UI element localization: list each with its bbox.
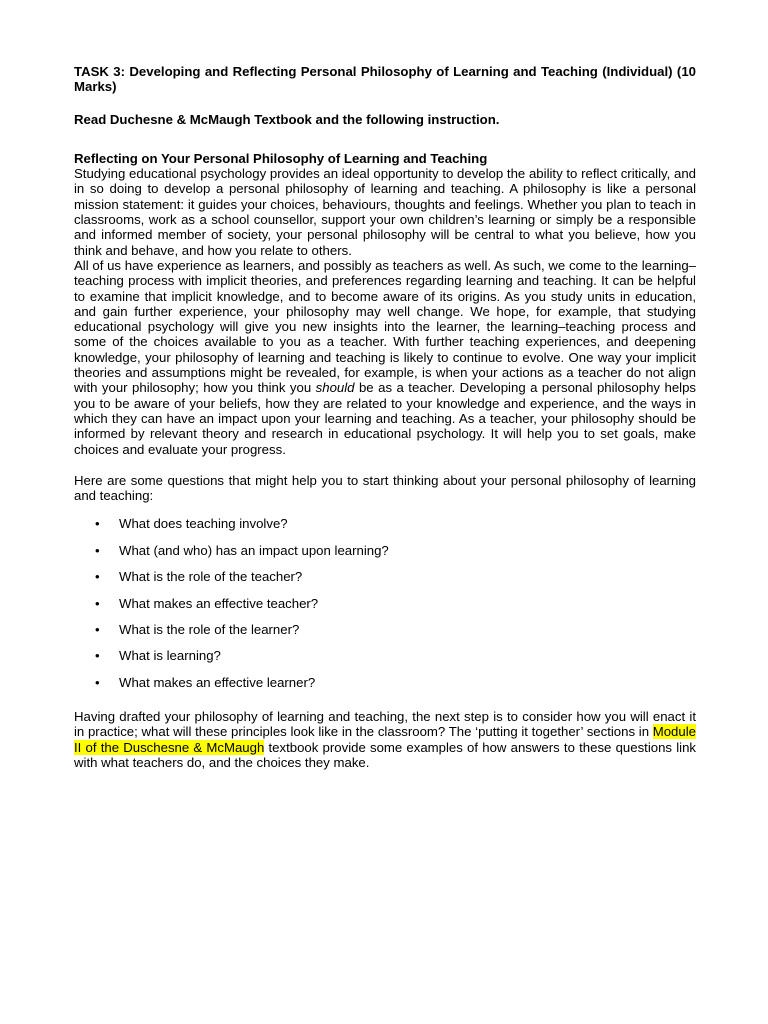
list-item	[74, 622, 696, 648]
document-page	[74, 64, 696, 770]
highlighted-reference: Module II of the Duschesne & McMaugh	[74, 724, 696, 755]
closing-text-b: textbook provide some examples of how answers to these questions link with what teachers do, and the choices they make.	[74, 739, 696, 771]
paragraph-2	[74, 258, 696, 457]
question-text: What is the role of the teacher?	[119, 569, 303, 585]
bullet-icon: •	[95, 621, 100, 637]
closing-paragraph	[74, 709, 696, 770]
bullet-icon: •	[95, 542, 100, 558]
question-text: What is learning?	[119, 648, 221, 664]
list-item	[74, 516, 696, 542]
paragraph-1: Studying educational psychology provides an ideal opportunity to develop the ability to reflect critically, and in so doing to develop a personal philosophy of learning and teaching. A philosophy is like a personal mission statement: it guides your choices, behaviours, thoughts and feelings. Whether you plan to teach in classrooms, work as a school counsellor, support your own children’s learning or simply be a responsible and informed member of society, your personal philosophy will be central to what you believe, how you think and behave, and how you relate to others.	[74, 166, 696, 258]
question-text: What (and who) has an impact upon learning?	[119, 542, 389, 558]
list-item	[74, 596, 696, 622]
question-text: What makes an effective learner?	[119, 674, 316, 690]
questions-list	[74, 516, 696, 701]
list-item	[74, 569, 696, 595]
question-text: What is the role of the learner?	[119, 621, 300, 637]
list-item	[74, 675, 696, 701]
bullet-icon: •	[95, 674, 100, 690]
bullet-icon: •	[95, 569, 100, 585]
question-text: What makes an effective teacher?	[119, 595, 319, 611]
bullet-icon: •	[95, 648, 100, 664]
list-item	[74, 543, 696, 569]
list-item	[74, 648, 696, 674]
bullet-icon: •	[95, 516, 100, 532]
task-title: TASK 3: Developing and Reflecting Personal Philosophy of Learning and Teaching (Individual) (10 Marks)	[74, 64, 696, 95]
paragraph-2-text-b: be as a teacher. Developing a personal philosophy helps you to be aware of your beliefs, how they are related to your knowledge and experience, and the ways in which they can have an impact upon your learning and teaching. As a teacher, your philosophy should be informed by relevant theory and research in educational psychology. It will help you to set goals, make choices and evaluate your progress.	[74, 380, 697, 457]
paragraph-2-italic: should	[315, 380, 355, 396]
closing-text-a: Having drafted your philosophy of learning and teaching, the next step is to consider how you will enact it in practice; what will these principles look like in the classroom? The ‘putting it together’ sections in	[74, 709, 696, 740]
question-text: What does teaching involve?	[119, 516, 288, 532]
paragraph-2-text-a: All of us have experience as learners, and possibly as teachers as well. As such, we come to the learning–teaching process with implicit theories, and preferences regarding learning and teaching. It can be helpful to examine that implicit knowledge, and to become aware of its origins. As you study units in education, and gain further experience, your philosophy may well change. We hope, for example, that studying educational psychology will give you new insights into the learner, the learning–teaching process and some of the choices available to you as a teacher. With further teaching experiences, and deepening knowledge, your philosophy of learning and teaching is likely to continue to evolve. One way your implicit theories and assumptions might be revealed, for example, is when your actions as a teacher do not align with your philosophy; how you think you	[74, 257, 696, 396]
questions-intro: Here are some questions that might help you to start thinking about your personal philosophy of learning and teaching:	[74, 472, 696, 504]
section-heading: Reflecting on Your Personal Philosophy of Learning and Teaching	[74, 150, 488, 166]
bullet-icon: •	[95, 595, 100, 611]
read-instruction: Read Duchesne & McMaugh Textbook and the following instruction.	[74, 111, 500, 127]
